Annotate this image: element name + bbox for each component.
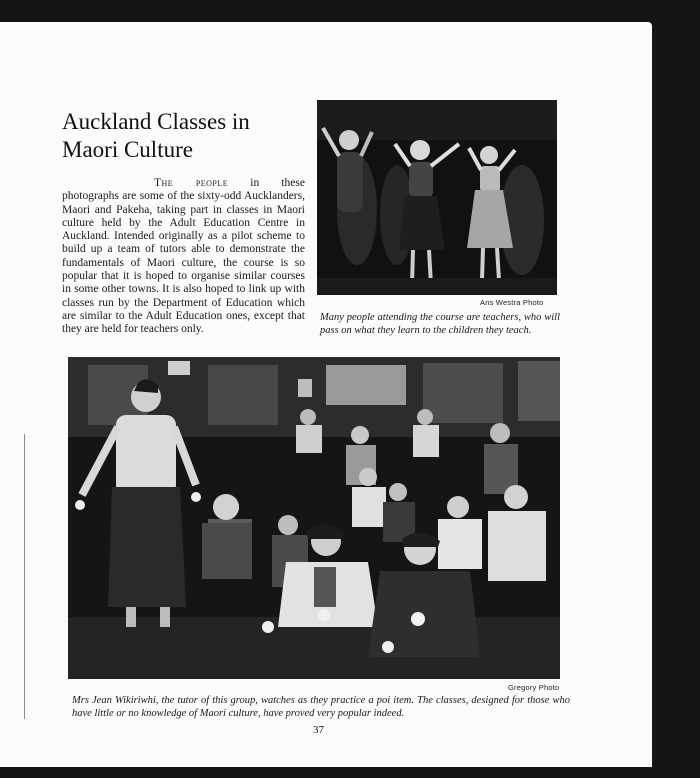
photo-caption-bottom: Mrs Jean Wikiriwhi, the tutor of this group, watches as they practice a poi item. The classes, designed for those who have little or no knowledge of Maori culture, have proved very popular indeed. <box>72 695 570 719</box>
article-intro <box>62 177 305 337</box>
magazine-page <box>0 22 652 767</box>
page-edge-rule <box>24 434 25 719</box>
intro-body: in these photographs are some of the sixty-odd Aucklanders, Maori and Pakeha, taking part in classes in Maori culture held by the Adult Education Centre in Auckland. Intended originally as a pilot scheme to build up a team of tutors able to demonstrate the fundamentals of Maori culture, the course is so popular that it is hoped to organise similar courses in some other towns. It is also hoped to link up with classes run by the Department of Education which are similar to the Adult Education ones, except that they are held for teachers only. <box>62 177 305 336</box>
photo-caption-top: Many people attending the course are teachers, who will pass on what they learn to the children they teach. <box>320 312 560 336</box>
intro-lead: The people <box>154 177 229 189</box>
article-title: Auckland Classes in Maori Culture <box>62 109 250 162</box>
page-number: 37 <box>313 724 324 736</box>
photo-credit-bottom: Gregory Photo <box>508 683 560 692</box>
photo-credit-top: Ans Westra Photo <box>480 298 544 307</box>
photo-dancers <box>317 100 557 295</box>
photo-poi-class <box>68 357 560 679</box>
